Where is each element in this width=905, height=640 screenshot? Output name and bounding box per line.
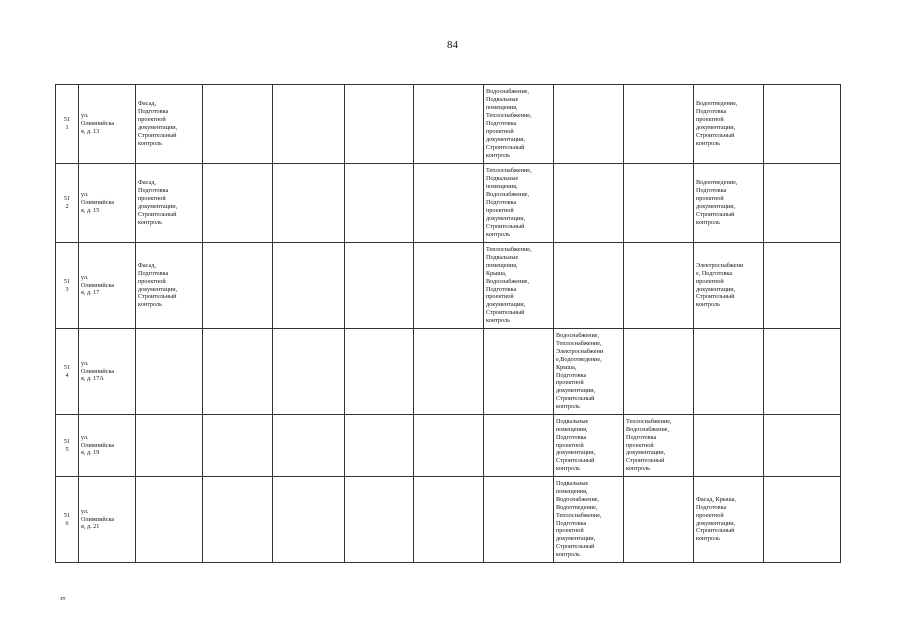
- footer-mark: зт: [60, 595, 66, 602]
- work-cell: Водоснабжение, Подвальные помещения, Теплоснабжение, Подготовка проектной документации, Строительный контроль: [484, 85, 554, 164]
- row-number: 51 2: [56, 164, 79, 243]
- page-number: 84: [447, 39, 458, 51]
- work-cell: [203, 415, 273, 477]
- work-cell: [414, 477, 484, 563]
- work-cell: Фасад, Подготовка проектной документации, Строительный контроль: [136, 243, 203, 329]
- work-cell: [484, 415, 554, 477]
- work-cell: [273, 329, 345, 415]
- work-cell: Теплоснабжение, Подвальные помещения, Крыша, Водоснабжение, Подготовка проектной документации, Строительный контроль: [484, 243, 554, 329]
- address-cell: ул. Олимпийска я, д. 17А: [79, 329, 136, 415]
- work-cell: [414, 85, 484, 164]
- work-cell: [136, 329, 203, 415]
- address-cell: ул. Олимпийска я, д. 17: [79, 243, 136, 329]
- row-number: 51 4: [56, 329, 79, 415]
- work-cell: [694, 329, 764, 415]
- address-cell: ул. Олимпийска я, д. 19: [79, 415, 136, 477]
- table-row: [56, 477, 841, 563]
- address-cell: ул. Олимпийска я, д. 21: [79, 477, 136, 563]
- work-cell: [345, 85, 414, 164]
- work-cell: [345, 164, 414, 243]
- work-cell: [764, 243, 841, 329]
- row-number: 51 5: [56, 415, 79, 477]
- work-cell: [484, 477, 554, 563]
- work-cell: [273, 415, 345, 477]
- work-cell: [203, 85, 273, 164]
- work-cell: [203, 243, 273, 329]
- work-cell: [624, 164, 694, 243]
- row-number: 51 3: [56, 243, 79, 329]
- work-cell: [136, 415, 203, 477]
- work-cell: [764, 164, 841, 243]
- work-cell: [414, 164, 484, 243]
- work-cell: Фасад, Подготовка проектной документации, Строительный контроль: [136, 164, 203, 243]
- row-number: 51 1: [56, 85, 79, 164]
- work-cell: [554, 85, 624, 164]
- work-cell: Электроснабжени е, Подготовка проектной документации, Строительный контроль: [694, 243, 764, 329]
- work-cell: [484, 329, 554, 415]
- works-table: [55, 84, 841, 563]
- work-cell: [273, 477, 345, 563]
- work-cell: [764, 329, 841, 415]
- address-cell: ул. Олимпийска я, д. 13: [79, 85, 136, 164]
- work-cell: [624, 477, 694, 563]
- work-cell: [136, 477, 203, 563]
- work-cell: Водоснабжение, Теплоснабжение, Электроснабжени е,Водоотведение, Крыша, Подготовка проектной документации, Строительный контроль: [554, 329, 624, 415]
- work-cell: [273, 85, 345, 164]
- table-row: [56, 85, 841, 164]
- table-row: [56, 415, 841, 477]
- work-cell: [414, 415, 484, 477]
- work-cell: [554, 164, 624, 243]
- work-cell: [764, 85, 841, 164]
- work-cell: [273, 243, 345, 329]
- work-cell: Фасад, Крыша, Подготовка проектной документации, Строительный контроль: [694, 477, 764, 563]
- table-row: [56, 329, 841, 415]
- work-cell: Подвальные помещения, Водоснабжение, Водоотведение, Теплоснабжение, Подготовка проектной документации, Строительный контроль: [554, 477, 624, 563]
- work-cell: [345, 243, 414, 329]
- work-cell: [764, 415, 841, 477]
- work-cell: [764, 477, 841, 563]
- work-cell: Теплоснабжение, Водоснабжение, Подготовка проектной документации, Строительный контроль: [624, 415, 694, 477]
- work-cell: Теплоснабжение, Подвальные помещения, Водоснабжение, Подготовка проектной документации, Строительный контроль: [484, 164, 554, 243]
- work-cell: [203, 329, 273, 415]
- work-cell: Водоотведение, Подготовка проектной документации, Строительный контроль: [694, 164, 764, 243]
- work-cell: [345, 477, 414, 563]
- work-cell: [345, 329, 414, 415]
- row-number: 51 6: [56, 477, 79, 563]
- work-cell: [414, 243, 484, 329]
- work-cell: [414, 329, 484, 415]
- work-cell: [624, 329, 694, 415]
- work-cell: Водоотведение, Подготовка проектной документации, Строительный контроль: [694, 85, 764, 164]
- work-cell: [203, 164, 273, 243]
- table-row: [56, 164, 841, 243]
- table-row: [56, 243, 841, 329]
- work-cell: [624, 243, 694, 329]
- work-cell: [694, 415, 764, 477]
- work-cell: Подвальные помещения, Подготовка проектной документации, Строительный контроль: [554, 415, 624, 477]
- address-cell: ул. Олимпийска я, д. 15: [79, 164, 136, 243]
- work-cell: [554, 243, 624, 329]
- work-cell: [273, 164, 345, 243]
- work-cell: Фасад, Подготовка проектной документации, Строительный контроль: [136, 85, 203, 164]
- work-cell: [624, 85, 694, 164]
- work-cell: [203, 477, 273, 563]
- work-cell: [345, 415, 414, 477]
